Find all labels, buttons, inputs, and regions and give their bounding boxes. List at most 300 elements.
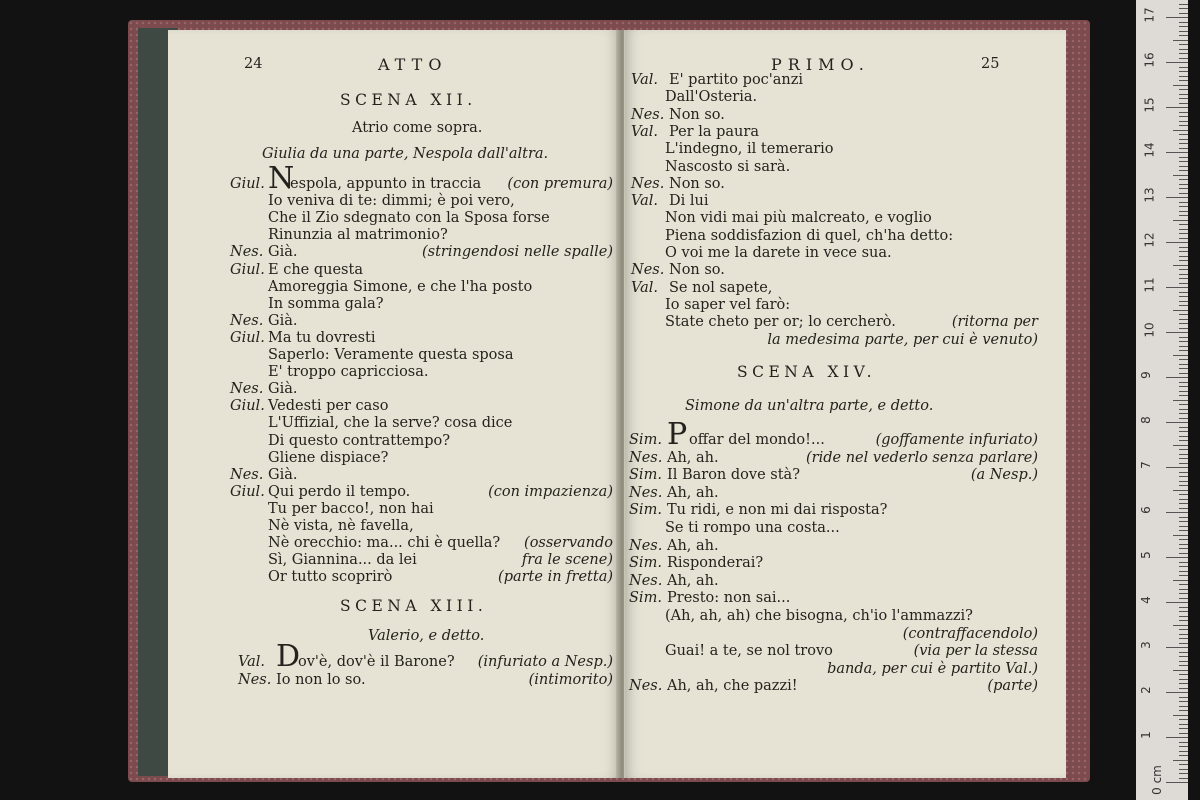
scene-title: SCENA XII. xyxy=(340,91,477,109)
speaker-name: Giul. xyxy=(230,261,265,278)
ruler-tick xyxy=(1179,247,1188,248)
ruler-tick xyxy=(1179,530,1188,531)
line-text: L'Uffizial, che la serve? cosa dice xyxy=(268,415,513,432)
ruler-tick xyxy=(1179,427,1188,428)
ruler-tick xyxy=(1179,620,1188,621)
ruler-tick xyxy=(1179,665,1188,666)
ruler-tick xyxy=(1166,152,1188,153)
line-text: Nascosto si sarà. xyxy=(665,158,791,175)
line-text: State cheto per or; lo cercherò. xyxy=(665,314,896,331)
line-text: Già. xyxy=(268,312,298,329)
line-text: Nè orecchio: ma... chi è quella? xyxy=(268,535,501,552)
ruler-tick xyxy=(1179,139,1188,140)
ruler-tick xyxy=(1179,391,1188,392)
ruler-label: 2 xyxy=(1138,686,1153,694)
speaker-name: Nes. xyxy=(631,106,665,123)
ruler-tick xyxy=(1179,134,1188,135)
line-text: espola, appunto in traccia xyxy=(290,176,482,192)
ruler-label: 6 xyxy=(1138,506,1153,514)
ruler-tick xyxy=(1173,400,1188,401)
ruler-tick xyxy=(1179,53,1188,54)
ruler-tick xyxy=(1179,584,1188,585)
ruler-tick xyxy=(1173,625,1188,626)
speaker-name: Nes. xyxy=(631,175,665,192)
ruler-tick xyxy=(1179,31,1188,32)
speaker-name: Giul. xyxy=(230,483,265,500)
ruler-tick xyxy=(1179,481,1188,482)
ruler-tick xyxy=(1179,571,1188,572)
ruler-tick xyxy=(1179,269,1188,270)
ruler-tick xyxy=(1166,782,1188,783)
line-text: Per la paura xyxy=(669,123,759,140)
stage-direction: fra le scene) xyxy=(521,552,613,569)
line-text: Io veniva di te: dimmi; è poi vero, xyxy=(268,193,515,210)
ruler-tick xyxy=(1179,382,1188,383)
ruler-tick xyxy=(1179,683,1188,684)
ruler-label: 9 xyxy=(1138,371,1153,379)
ruler-tick xyxy=(1179,674,1188,675)
ruler-tick xyxy=(1179,629,1188,630)
line-text: Gliene dispiace? xyxy=(268,449,389,466)
speaker-name: Nes. xyxy=(230,244,264,261)
ruler-tick xyxy=(1179,274,1188,275)
line-text: (Ah, ah, ah) che bisogna, ch'io l'ammazzi? xyxy=(665,608,973,624)
ruler-tick xyxy=(1179,103,1188,104)
ruler-label: 7 xyxy=(1138,461,1153,469)
ruler-tick xyxy=(1166,197,1188,198)
line-text: Ma tu dovresti xyxy=(268,329,376,346)
scene-setting: Atrio come sopra. xyxy=(352,120,483,136)
stage-direction: (parte in fretta) xyxy=(498,569,613,586)
ruler-tick xyxy=(1179,386,1188,387)
ruler-tick xyxy=(1166,242,1188,243)
ruler-tick xyxy=(1173,265,1188,266)
line-text: Tu per bacco!, non hai xyxy=(268,500,434,517)
ruler-tick xyxy=(1179,305,1188,306)
ruler-tick xyxy=(1179,26,1188,27)
speaker-name: Giul. xyxy=(230,398,265,415)
line-text: Già. xyxy=(268,381,298,398)
ruler-tick xyxy=(1179,278,1188,279)
ruler-tick xyxy=(1179,436,1188,437)
scene-characters: Giulia da una parte, Nespola dall'altra. xyxy=(262,146,549,162)
stage-direction: (parte) xyxy=(987,678,1038,695)
ruler-tick xyxy=(1166,737,1188,738)
ruler-tick xyxy=(1179,301,1188,302)
ruler-tick xyxy=(1179,719,1188,720)
stage-direction: (osservando xyxy=(524,535,613,552)
speaker-name: Val. xyxy=(631,279,659,296)
line-text: Se ti rompo una costa... xyxy=(665,520,840,536)
ruler-tick xyxy=(1179,251,1188,252)
ruler-tick xyxy=(1179,652,1188,653)
ruler-tick xyxy=(1179,643,1188,644)
ruler-tick xyxy=(1166,602,1188,603)
ruler-tick xyxy=(1166,377,1188,378)
ruler-tick xyxy=(1179,701,1188,702)
ruler-tick xyxy=(1179,283,1188,284)
line-text: Se nol sapete, xyxy=(669,279,773,296)
line-text: Ah, ah. xyxy=(667,449,719,466)
ruler-tick xyxy=(1173,535,1188,536)
ruler-tick xyxy=(1179,458,1188,459)
ruler-tick xyxy=(1179,229,1188,230)
ruler-label: 5 xyxy=(1138,551,1153,559)
line-text: E' partito poc'anzi xyxy=(669,72,804,88)
line-text: Saperlo: Veramente questa sposa xyxy=(268,347,514,363)
ruler-tick xyxy=(1179,125,1188,126)
speaker-name: Sim. xyxy=(629,432,662,448)
ruler-tick xyxy=(1179,292,1188,293)
ruler-tick xyxy=(1166,62,1188,63)
ruler-tick xyxy=(1173,220,1188,221)
ruler-tick xyxy=(1179,679,1188,680)
speaker-name: Sim. xyxy=(629,555,662,572)
stage-direction: (con premura) xyxy=(507,176,613,192)
ruler-tick xyxy=(1179,746,1188,747)
ruler-tick xyxy=(1173,130,1188,131)
speaker-name: Val. xyxy=(631,72,659,88)
ruler-tick xyxy=(1179,341,1188,342)
ruler-label: 13 xyxy=(1142,187,1157,203)
speaker-name: Val. xyxy=(631,123,659,140)
ruler-tick xyxy=(1173,490,1188,491)
ruler-label: 17 xyxy=(1142,7,1157,23)
ruler-tick xyxy=(1179,638,1188,639)
ruler-tick xyxy=(1179,593,1188,594)
ruler-tick xyxy=(1179,206,1188,207)
ruler-tick xyxy=(1173,310,1188,311)
ruler-tick xyxy=(1179,728,1188,729)
speaker-name: Val. xyxy=(631,193,659,210)
ruler-tick xyxy=(1179,431,1188,432)
ruler-tick xyxy=(1179,233,1188,234)
ruler-tick xyxy=(1179,238,1188,239)
ruler-tick xyxy=(1179,773,1188,774)
speaker-name: Nes. xyxy=(629,484,663,501)
speaker-name: Nes. xyxy=(631,262,665,279)
ruler-tick xyxy=(1179,184,1188,185)
ruler-tick xyxy=(1179,724,1188,725)
ruler-label: 10 xyxy=(1142,322,1157,338)
speaker-name: Nes. xyxy=(230,466,264,483)
speaker-name: Nes. xyxy=(629,572,663,589)
measurement-ruler xyxy=(1136,0,1188,800)
scene-title: SCENA XIII. xyxy=(340,597,488,615)
ruler-tick xyxy=(1179,49,1188,50)
ruler-tick xyxy=(1179,94,1188,95)
ruler-tick xyxy=(1179,319,1188,320)
ruler-tick xyxy=(1179,440,1188,441)
ruler-tick xyxy=(1179,764,1188,765)
line-text: Di questo contrattempo? xyxy=(268,432,451,449)
ruler-tick xyxy=(1179,364,1188,365)
ruler-tick xyxy=(1166,692,1188,693)
ruler-tick xyxy=(1179,589,1188,590)
left-page xyxy=(168,30,620,778)
ruler-tick xyxy=(1179,170,1188,171)
ruler-tick xyxy=(1179,112,1188,113)
line-text: Che il Zio sdegnato con la Sposa forse xyxy=(268,210,550,227)
ruler-tick xyxy=(1179,562,1188,563)
line-text: Presto: non sai... xyxy=(667,590,791,607)
speaker-name: Sim. xyxy=(629,467,662,484)
ruler-tick xyxy=(1173,40,1188,41)
ruler-tick xyxy=(1179,13,1188,14)
ruler-tick xyxy=(1166,557,1188,558)
ruler-tick xyxy=(1179,611,1188,612)
ruler-tick xyxy=(1179,503,1188,504)
ruler-tick xyxy=(1179,616,1188,617)
speaker-name: Val. xyxy=(238,654,266,670)
ruler-tick xyxy=(1166,647,1188,648)
ruler-tick xyxy=(1179,67,1188,68)
running-head: PRIMO. xyxy=(771,55,870,74)
line-text: Qui perdo il tempo. xyxy=(268,483,411,500)
ruler-tick xyxy=(1179,661,1188,662)
ruler-tick xyxy=(1179,688,1188,689)
ruler-tick xyxy=(1179,485,1188,486)
ruler-tick xyxy=(1166,467,1188,468)
ruler-tick xyxy=(1179,521,1188,522)
line-text: Piena soddisfazion di quel, ch'ha detto: xyxy=(665,227,954,244)
ruler-tick xyxy=(1179,742,1188,743)
ruler-tick xyxy=(1166,287,1188,288)
speaker-name: Nes. xyxy=(230,381,264,398)
ruler-tick xyxy=(1179,656,1188,657)
line-text: Io saper vel farò: xyxy=(665,296,791,313)
ruler-label: 15 xyxy=(1142,97,1157,113)
ruler-tick xyxy=(1179,755,1188,756)
ruler-tick xyxy=(1179,769,1188,770)
speaker-name: Giul. xyxy=(230,176,265,192)
line-text: Ah, ah. xyxy=(667,537,719,554)
line-text: Ah, ah, che pazzi! xyxy=(667,678,798,695)
stage-direction: (ritorna per xyxy=(951,314,1038,331)
ruler-label: 16 xyxy=(1142,52,1157,68)
ruler-tick xyxy=(1179,328,1188,329)
ruler-tick xyxy=(1179,89,1188,90)
ruler-tick xyxy=(1179,476,1188,477)
ruler-tick xyxy=(1179,526,1188,527)
ruler-label: 12 xyxy=(1142,232,1157,248)
ruler-tick xyxy=(1179,368,1188,369)
line-text: Rinunzia al matrimonio? xyxy=(268,227,448,244)
drop-capital: P xyxy=(667,417,688,452)
ruler-label: 0 cm xyxy=(1149,765,1164,795)
ruler-tick xyxy=(1179,508,1188,509)
stage-direction: (con impazienza) xyxy=(488,483,613,500)
page-number: 25 xyxy=(981,56,1000,72)
ruler-tick xyxy=(1179,733,1188,734)
ruler-tick xyxy=(1179,409,1188,410)
speaker-name: Sim. xyxy=(629,502,662,519)
ruler-tick xyxy=(1179,463,1188,464)
ruler-tick xyxy=(1179,215,1188,216)
ruler-tick xyxy=(1179,418,1188,419)
ruler-tick xyxy=(1179,256,1188,257)
line-text: L'indegno, il temerario xyxy=(665,141,834,158)
ruler-tick xyxy=(1179,193,1188,194)
stage-direction: (contraffacendolo) xyxy=(902,625,1038,642)
ruler-tick xyxy=(1179,314,1188,315)
ruler-tick xyxy=(1179,346,1188,347)
ruler-tick xyxy=(1179,4,1188,5)
ruler-tick xyxy=(1179,58,1188,59)
speaker-name: Nes. xyxy=(629,678,663,695)
ruler-tick xyxy=(1179,22,1188,23)
ruler-tick xyxy=(1179,148,1188,149)
ruler-label: 11 xyxy=(1142,277,1157,293)
ruler-tick xyxy=(1179,778,1188,779)
ruler-tick xyxy=(1179,548,1188,549)
ruler-tick xyxy=(1166,512,1188,513)
ruler-tick xyxy=(1173,715,1188,716)
ruler-tick xyxy=(1166,332,1188,333)
ruler-tick xyxy=(1179,494,1188,495)
ruler-tick xyxy=(1179,449,1188,450)
ruler-tick xyxy=(1179,634,1188,635)
line-text: Dall'Osteria. xyxy=(665,89,758,106)
line-text: Non so. xyxy=(669,262,725,279)
line-text: Or tutto scoprirò xyxy=(268,569,393,586)
ruler-tick xyxy=(1179,260,1188,261)
line-text: Amoreggia Simone, e che l'ha posto xyxy=(268,278,533,295)
ruler-tick xyxy=(1173,670,1188,671)
line-text: offar del mondo!... xyxy=(689,432,825,448)
ruler-tick xyxy=(1179,71,1188,72)
ruler-tick xyxy=(1179,121,1188,122)
line-text: Guai! a te, se nol trovo xyxy=(665,643,833,660)
ruler-tick xyxy=(1179,76,1188,77)
line-text: Il Baron dove stà? xyxy=(667,467,800,484)
stage-direction: (intimorito) xyxy=(528,672,613,688)
ruler-label: 14 xyxy=(1142,142,1157,158)
ruler-tick xyxy=(1179,751,1188,752)
ruler-tick xyxy=(1179,553,1188,554)
stage-direction: (stringendosi nelle spalle) xyxy=(422,244,613,261)
ruler-tick xyxy=(1179,373,1188,374)
scene-title: SCENA XIV. xyxy=(737,363,877,381)
ruler-tick xyxy=(1166,107,1188,108)
stage-direction: (via per la stessa xyxy=(913,643,1038,660)
line-text: E' troppo capricciosa. xyxy=(268,364,429,381)
ruler-tick xyxy=(1179,413,1188,414)
ruler-tick xyxy=(1173,760,1188,761)
stage-direction: la medesima parte, per cui è venuto) xyxy=(767,331,1038,348)
ruler-tick xyxy=(1179,499,1188,500)
speaker-name: Nes. xyxy=(230,312,264,329)
ruler-tick xyxy=(1173,445,1188,446)
ruler-tick xyxy=(1179,454,1188,455)
ruler-tick xyxy=(1179,598,1188,599)
ruler-tick xyxy=(1179,404,1188,405)
ruler-label: 1 xyxy=(1138,731,1153,739)
speaker-name: Giul. xyxy=(230,329,265,346)
ruler-label: 3 xyxy=(1138,641,1153,649)
ruler-tick xyxy=(1179,157,1188,158)
ruler-tick xyxy=(1179,697,1188,698)
drop-capital: N xyxy=(268,161,295,196)
speaker-name: Nes. xyxy=(629,449,663,466)
line-text: In somma gala? xyxy=(268,295,384,312)
right-page xyxy=(624,30,1066,778)
ruler-tick xyxy=(1179,472,1188,473)
ruler-tick xyxy=(1179,166,1188,167)
ruler-tick xyxy=(1173,580,1188,581)
stage-direction: (infuriato a Nesp.) xyxy=(477,654,613,670)
stage-direction: (ride nel vederlo senza parlare) xyxy=(806,449,1038,466)
ruler-tick xyxy=(1173,355,1188,356)
ruler-tick xyxy=(1179,323,1188,324)
ruler-tick xyxy=(1179,202,1188,203)
ruler-tick xyxy=(1179,211,1188,212)
stage-direction: (goffamente infuriato) xyxy=(875,432,1038,448)
line-text: Di lui xyxy=(669,193,709,210)
ruler-tick xyxy=(1173,175,1188,176)
speaker-name: Nes. xyxy=(238,672,272,688)
stage-direction: (a Nesp.) xyxy=(970,467,1038,484)
line-text: Io non lo so. xyxy=(276,672,366,688)
ruler-tick xyxy=(1179,710,1188,711)
ruler-tick xyxy=(1179,337,1188,338)
ruler-tick xyxy=(1179,161,1188,162)
ruler-tick xyxy=(1179,224,1188,225)
speaker-name: Sim. xyxy=(629,590,662,607)
line-text: Già. xyxy=(268,244,298,261)
line-text: Non vidi mai più malcreato, e voglio xyxy=(665,210,932,227)
line-text: Risponderai? xyxy=(667,555,764,572)
ruler-tick xyxy=(1166,422,1188,423)
line-text: Tu ridi, e non mi dai risposta? xyxy=(667,502,888,519)
page-number: 24 xyxy=(244,56,263,72)
ruler-tick xyxy=(1173,85,1188,86)
ruler-tick xyxy=(1179,359,1188,360)
ruler-tick xyxy=(1179,517,1188,518)
line-text: Ah, ah. xyxy=(667,484,719,501)
line-text: Ah, ah. xyxy=(667,572,719,589)
ruler-tick xyxy=(1179,566,1188,567)
ruler-tick xyxy=(1179,296,1188,297)
ruler-tick xyxy=(1179,607,1188,608)
drop-capital: D xyxy=(276,639,301,674)
scene-characters: Valerio, e detto. xyxy=(368,628,485,644)
ruler-tick xyxy=(1179,35,1188,36)
scene-characters: Simone da un'altra parte, e detto. xyxy=(685,398,934,414)
ruler-tick xyxy=(1179,98,1188,99)
ruler-tick xyxy=(1179,395,1188,396)
ruler-tick xyxy=(1179,706,1188,707)
ruler-tick xyxy=(1179,575,1188,576)
ruler-tick xyxy=(1179,188,1188,189)
ruler-tick xyxy=(1179,116,1188,117)
line-text: Nè vista, nè favella, xyxy=(268,518,414,534)
line-text: Già. xyxy=(268,466,298,483)
ruler-tick xyxy=(1179,350,1188,351)
running-head: ATTO xyxy=(378,55,448,74)
line-text: ov'è, dov'è il Barone? xyxy=(298,654,455,670)
ruler-label: 4 xyxy=(1138,596,1153,604)
stage-direction: banda, per cui è partito Val.) xyxy=(827,660,1038,677)
ruler-tick xyxy=(1166,17,1188,18)
ruler-tick xyxy=(1179,544,1188,545)
ruler-tick xyxy=(1179,8,1188,9)
ruler-tick xyxy=(1179,143,1188,144)
line-text: O voi me la darete in vece sua. xyxy=(665,245,892,261)
ruler-tick xyxy=(1179,179,1188,180)
line-text: E che questa xyxy=(268,261,363,278)
ruler-tick xyxy=(1179,80,1188,81)
